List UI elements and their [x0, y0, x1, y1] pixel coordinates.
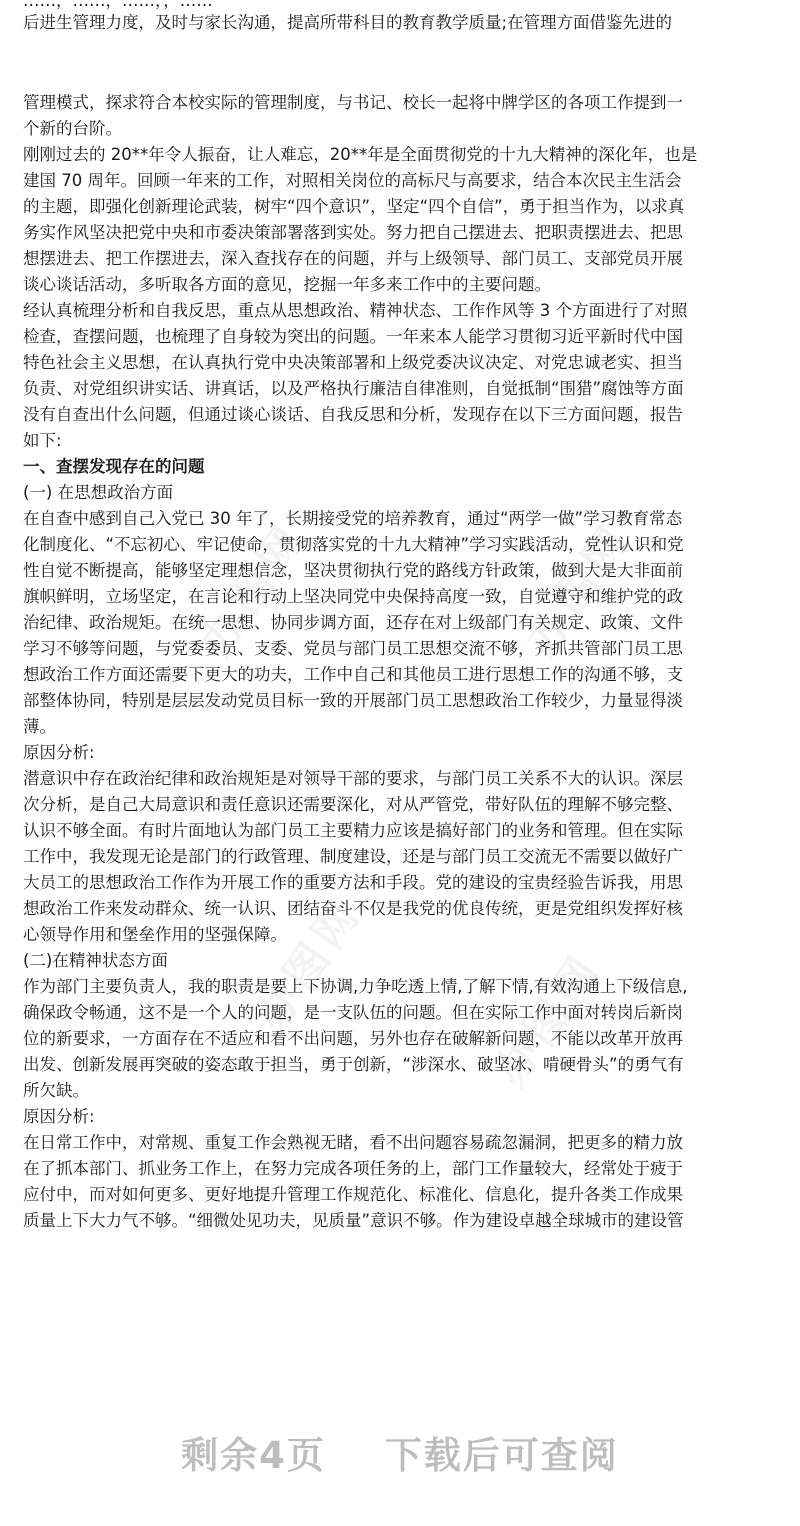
download-to-view-label: 下载后可查阅: [384, 1434, 619, 1477]
text-line: 薄。: [23, 717, 56, 736]
download-prompt[interactable]: [0, 1425, 800, 1485]
text-line: 在了抓本部门、抓业务工作上，在努力完成各项任务的上，部门工作量较大，经常处于疲于: [23, 1159, 683, 1178]
text-line: 检查，查摆问题，也梳理了自身较为突出的问题。一年来本人能学习贯彻习近平新时代中国: [23, 327, 683, 346]
text-line: 谈心谈话活动，多听取各方面的意见，挖掘一年多来工作中的主要问题。: [23, 275, 551, 294]
remaining-pages-label: 剩余4页: [181, 1434, 326, 1477]
text-line: 想政治工作来发动群众、统一认识、团结奋斗不仅是我党的优良传统，更是党组织发挥好核: [23, 899, 683, 918]
subsection-heading: (一) 在思想政治方面: [23, 483, 174, 502]
text-line: 经认真梳理分析和自我反思，重点从思想政治、精神状态、工作作风等 3 个方面进行了对照: [23, 301, 688, 320]
text-line: 化制度化、“不忘初心、牢记使命，贯彻落实党的十九大精神”学习实践活动，党性认识和党: [23, 535, 684, 554]
text-line: 刚刚过去的 20**年令人振奋，让人难忘，20**年是全面贯彻党的十九大精神的深化年，也是: [23, 145, 698, 164]
text-line: 部整体协同，特别是层层发动党员目标一致的开展部门员工思想政治工作较少，力量显得淡: [23, 691, 683, 710]
text-line: 特色社会主义思想，在认真执行党中央决策部署和上级党委决议决定、对党忠诚老实、担当: [23, 353, 683, 372]
text-line: 次分析，是自己大局意识和责任意识还需要深化，对从严管党，带好队伍的理解不够完整、: [23, 795, 683, 814]
text-line: 如下:: [23, 431, 62, 450]
text-line: 没有自查出什么问题，但通过谈心谈话、自我反思和分析，发现存在以下三方面问题，报告: [23, 405, 683, 424]
text-line: 想政治工作方面还需要下更大的功夫，工作中自己和其他员工进行思想工作的沟通不够，支: [23, 665, 683, 684]
text-line: 务实作风坚决把党中央和市委决策部署落到实处。努力把自己摆进去、把职责摆进去、把思: [23, 223, 683, 242]
text-line: 建国 70 周年。回顾一年来的工作，对照相关岗位的高标尺与高要求，结合本次民主生活会: [23, 171, 682, 190]
text-line: 旗帜鲜明，立场坚定，在言论和行动上坚决同党中央保持高度一致，自觉遵守和维护党的政: [23, 587, 683, 606]
text-line: 在日常工作中，对常规、重复工作会熟视无睹，看不出问题容易疏忽漏洞，把更多的精力放: [23, 1133, 683, 1152]
text-line: 作为部门主要负责人，我的职责是要上下协调,力争吃透上情,了解下情,有效沟通上下级信息,: [23, 977, 688, 996]
text-line: 出发、创新发展再突破的姿态敢于担当，勇于创新，“涉深水、破坚冰、啃硬骨头”的勇气有: [23, 1055, 684, 1074]
analysis-heading: 原因分析:: [23, 743, 95, 762]
text-line: 质量上下大力气不够。“细微处见功夫，见质量”意识不够。作为建设卓越全球城市的建设管: [23, 1211, 684, 1230]
text-line: 应付中，而对如何更多、更好地提升管理工作规范化、标准化、信息化，提升各类工作成果: [23, 1185, 683, 1204]
text-line: 工作中，我发现无论是部门的行政管理、制度建设，还是与部门员工交流无不需要以做好广: [23, 847, 683, 866]
text-line: 性自觉不断提高，能够坚定理想信念，坚决贯彻执行党的路线方针政策，做到大是大非面前: [23, 561, 683, 580]
text-line: 心领导作用和堡垒作用的坚强保障。: [23, 925, 287, 944]
text-line: 位的新要求，一方面存在不适应和看不出问题，另外也存在破解新问题，不能以改革开放再: [23, 1029, 683, 1048]
text-line: 管理模式，探求符合本校实际的管理制度，与书记、校长一起将中牌学区的各项工作提到一: [23, 93, 683, 112]
text-line: 治纪律、政治规矩。在统一思想、协同步调方面，还存在对上级部门有关规定、政策、文件: [23, 613, 683, 632]
text-line: 个新的台阶。: [23, 119, 122, 138]
text-line: 大员工的思想政治工作作为开展工作的重要方法和手段。党的建设的宝贵经验告诉我，用思: [23, 873, 683, 892]
text-line: 想摆进去、把工作摆进去，深入查找存在的问题，并与上级领导、部门员工、支部党员开展: [23, 249, 683, 268]
text-line: 学习不够等问题，与党委委员、支委、党员与部门员工思想交流不够，齐抓共管部门员工思: [23, 639, 683, 658]
text-line: ……，……，……，，……: [23, 0, 213, 10]
section-heading: 一、查摆发现存在的问题: [23, 457, 205, 476]
text-line: 所欠缺。: [23, 1081, 89, 1100]
text-line: 认识不够全面。有时片面地认为部门员工主要精力应该是搞好部门的业务和管理。但在实际: [23, 821, 683, 840]
text-line: 潜意识中存在政治纪律和政治规矩是对领导干部的要求，与部门员工关系不大的认识。深层: [23, 769, 683, 788]
text-line: 后进生管理力度，及时与家长沟通，提高所带科目的教育教学质量;在管理方面借鉴先进的: [23, 13, 673, 32]
text-line: 在自查中感到自己入党已 30 年了，长期接受党的培养教育，通过“两学一做”学习教育常态: [23, 509, 683, 528]
text-line: 负责、对党组织讲实话、讲真话，以及严格执行廉洁自律准则，自觉抵制“围猎”腐蚀等方面: [23, 379, 684, 398]
text-line: 的主题，即强化创新理论武装，树牢“四个意识”，坚定“四个自信”，勇于担当作为，以求真: [23, 197, 685, 216]
analysis-heading: 原因分析:: [23, 1107, 95, 1126]
text-line: 确保政令畅通，这不是一个人的问题，是一支队伍的问题。但在实际工作中面对转岗后新岗: [23, 1003, 683, 1022]
subsection-heading: (二)在精神状态方面: [23, 951, 168, 970]
